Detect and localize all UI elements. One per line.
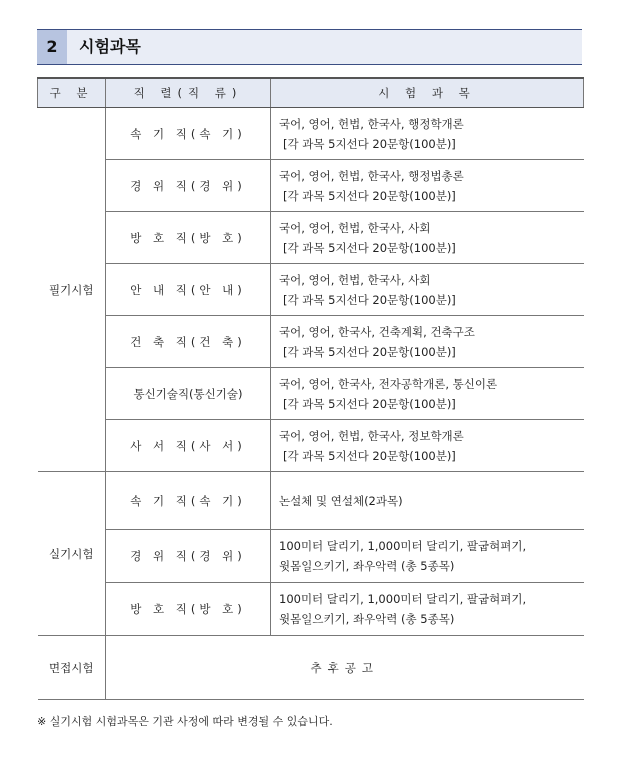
table-row: [38, 108, 584, 160]
table-row: [38, 420, 584, 472]
subjects-line: 국어, 영어, 헌법, 한국사, 정보학개론: [279, 428, 464, 443]
subjects-detail: [각 과목 5지선다 20문항(100분)]: [283, 448, 456, 463]
exam-subjects-table: [37, 77, 584, 700]
subjects-cell: [271, 368, 584, 420]
table-row: [38, 583, 584, 636]
position-cell: 건 축 직(건 축): [106, 316, 271, 368]
position-cell: 사 서 직(사 서): [106, 420, 271, 472]
subjects-line: 국어, 영어, 헌법, 한국사, 행정학개론: [279, 116, 464, 131]
subjects-cell: [271, 530, 584, 583]
section-title: 시험과목: [79, 37, 141, 56]
category-interview: 면접시험: [38, 636, 106, 700]
subjects-detail: 윗몸일으키기, 좌우악력 (총 5종목): [279, 559, 455, 573]
subjects-detail: [각 과목 5지선다 20문항(100분)]: [283, 136, 456, 151]
subjects-cell: [271, 420, 584, 472]
category-practical: 실기시험: [38, 472, 106, 636]
subjects-line: 국어, 영어, 한국사, 건축계획, 건축구조: [279, 324, 475, 339]
footnote: ※ 실기시험 시험과목은 기관 사정에 따라 변경될 수 있습니다.: [37, 715, 333, 728]
position-cell: 경 위 직(경 위): [106, 160, 271, 212]
table-row: [38, 264, 584, 316]
header-position: 직 렬(직 류): [106, 78, 271, 108]
subjects-line: 국어, 영어, 한국사, 전자공학개론, 통신이론: [279, 376, 498, 391]
position-cell: 방 호 직(방 호): [106, 212, 271, 264]
subjects-line: 논설체 및 연설체(2과목): [279, 493, 403, 508]
subjects-cell: [271, 264, 584, 316]
subjects-cell: [271, 583, 584, 636]
position-cell: 경 위 직(경 위): [106, 530, 271, 583]
table-row: [38, 636, 584, 700]
table-row: [38, 368, 584, 420]
subjects-detail: [각 과목 5지선다 20문항(100분)]: [283, 188, 456, 203]
position-cell: 속 기 직(속 기): [106, 108, 271, 160]
subjects-cell: [271, 316, 584, 368]
table-row: [38, 472, 584, 530]
position-cell: 통신기술직(통신기술): [106, 368, 271, 420]
subjects-line: 국어, 영어, 헌법, 한국사, 사회: [279, 272, 431, 287]
subjects-cell: [271, 472, 584, 530]
table-row: [38, 160, 584, 212]
subjects-detail: [각 과목 5지선다 20문항(100분)]: [283, 240, 456, 255]
subjects-detail: [각 과목 5지선다 20문항(100분)]: [283, 396, 456, 411]
position-cell: 속 기 직(속 기): [106, 472, 271, 530]
position-cell: 방 호 직(방 호): [106, 583, 271, 636]
section-number: 2: [37, 30, 67, 64]
header-category: 구 분: [38, 78, 106, 108]
table-row: [38, 530, 584, 583]
subjects-line: 100미터 달리기, 1,000미터 달리기, 팔굽혀펴기,: [279, 592, 527, 606]
table-row: [38, 316, 584, 368]
category-written: 필기시험: [38, 108, 106, 472]
table-header-row: [38, 78, 584, 108]
subjects-line: 국어, 영어, 헌법, 한국사, 행정법총론: [279, 168, 464, 183]
subjects-detail: [각 과목 5지선다 20문항(100분)]: [283, 344, 456, 359]
subjects-line: 국어, 영어, 헌법, 한국사, 사회: [279, 220, 431, 235]
interview-notice: 추후공고: [106, 636, 584, 700]
section-header: [37, 29, 582, 65]
subjects-detail: [각 과목 5지선다 20문항(100분)]: [283, 292, 456, 307]
subjects-detail: 윗몸일으키기, 좌우악력 (총 5종목): [279, 612, 455, 626]
table-row: [38, 212, 584, 264]
position-cell: 안 내 직(안 내): [106, 264, 271, 316]
subjects-cell: [271, 160, 584, 212]
subjects-line: 100미터 달리기, 1,000미터 달리기, 팔굽혀펴기,: [279, 539, 527, 553]
header-subjects: 시 험 과 목: [271, 78, 584, 108]
subjects-cell: [271, 212, 584, 264]
subjects-cell: [271, 108, 584, 160]
